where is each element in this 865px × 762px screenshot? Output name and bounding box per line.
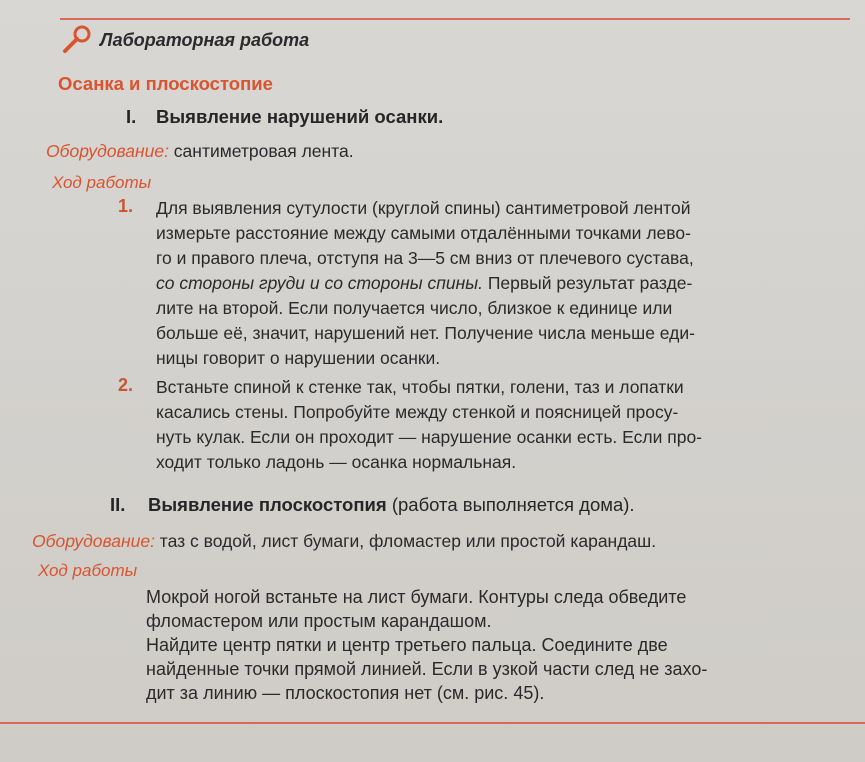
step-line [156,271,838,296]
part1-equipment-text: сантиметровая лента. [168,141,354,161]
lab-header [60,24,309,56]
part1-title: Выявление нарушений осанки. [156,106,444,127]
step-line: Встаньте спиной к стенке так, чтобы пятки, голени, таз и лопатки [156,377,684,397]
part2-heading [110,494,635,516]
part1-step-1 [118,196,838,371]
step-line: лите на второй. Если получается число, близкое к единице или [156,298,673,318]
step-line: нуть кулак. Если он проходит — нарушение осанки есть. Если про- [156,427,703,447]
lab-title: Лабораторная работа [100,29,310,50]
step-line: измерьте расстояние между самыми отдалёнными точками лево- [156,223,691,243]
step-line-italic: со стороны груди и со стороны спины. [156,273,483,293]
text-line: дит за линию — плоскостопия нет (см. рис. 45). [146,683,545,703]
text-line: Мокрой ногой встаньте на лист бумаги. Контуры следа обведите [146,587,687,607]
step-text [156,196,838,371]
part2-title: Выявление плоскостопия [148,494,387,515]
step-line: го и правого плеча, отступя на 3—5 см вниз от плечевого сустава, [156,248,694,268]
step-line: ницы говорит о нарушении осанки. [156,348,441,368]
top-rule [60,18,850,20]
part2-equipment-text: таз с водой, лист бумаги, фломастер или простой карандаш. [154,531,657,551]
part2-title-suffix: (работа выполняется дома). [386,494,635,515]
part2-equipment-label: Оборудование: [32,531,155,551]
part1-heading [126,106,443,128]
part2-equipment [32,531,656,552]
text-line: фломастером или простым карандашом. [146,611,492,631]
step-text [156,375,838,475]
part2-number: II. [110,494,126,515]
text-line: Найдите центр пятки и центр третьего пальца. Соедините две [146,635,668,655]
step-line: ходит только ладонь — осанка нормальная. [156,452,517,472]
part1-step-2 [118,375,838,475]
step-number: 1. [118,196,134,216]
step-line: Для выявления сутулости (круглой спины) сантиметровой лентой [156,198,691,218]
part2-procedure-label: Ход работы [38,561,138,580]
part2-text [146,585,846,705]
bottom-rule [0,722,865,724]
step-line: больше её, значит, нарушений нет. Получение числа меньше еди- [156,323,695,343]
part1-equipment [46,141,354,162]
part1-procedure-label: Ход работы [52,173,152,192]
magnifier-icon [60,24,94,56]
step-line-rest: Первый результат разде- [482,273,693,293]
part1-equipment-label: Оборудование: [46,141,169,161]
part1-number: I. [126,106,137,127]
text-line: найденные точки прямой линией. Если в узкой части след не захо- [146,659,708,679]
step-line: касались стены. Попробуйте между стенкой и поясницей просу- [156,402,679,422]
step-number: 2. [118,375,134,395]
section-title: Осанка и плоскостопие [58,73,273,94]
